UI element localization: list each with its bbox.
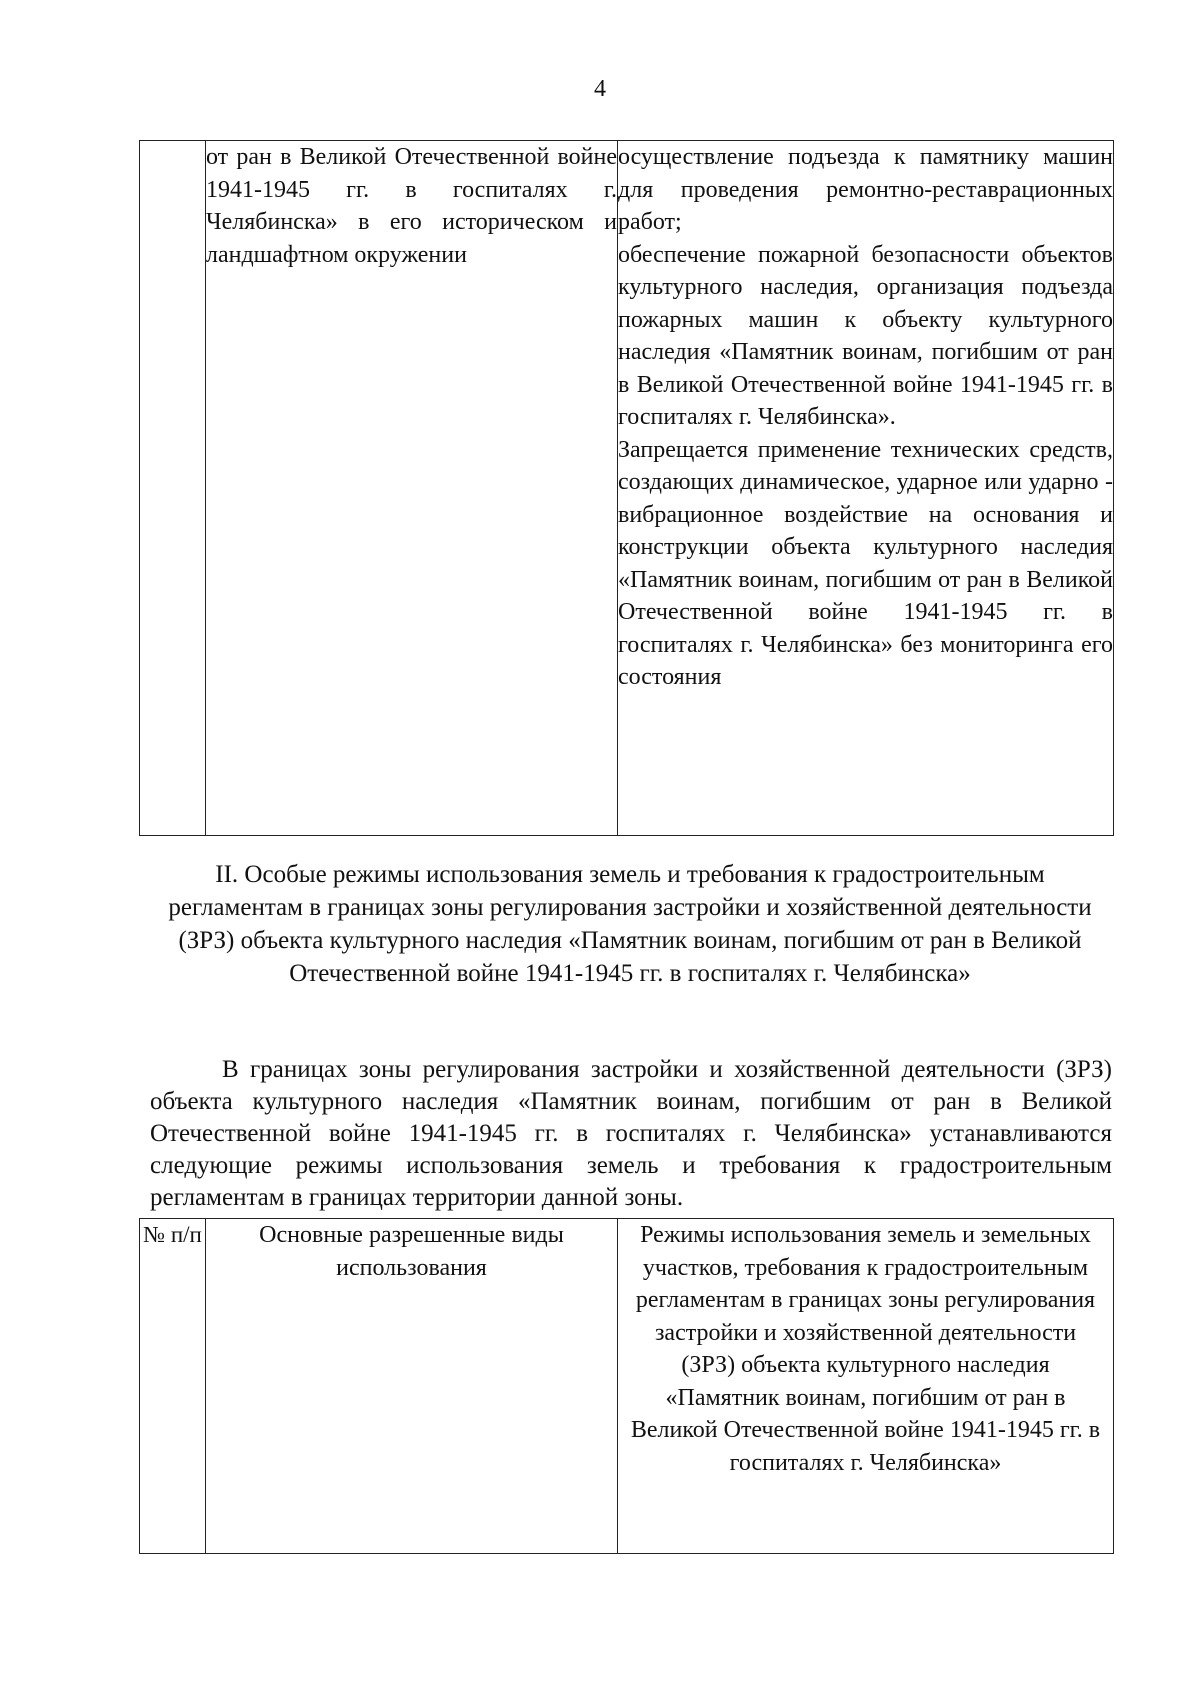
number-cell: [140, 141, 206, 836]
requirements-cell: [618, 141, 1114, 836]
requirement-paragraph: обеспечение пожарной безопасности объектов культурного наследия, организация подъезда пожарных машин к объекту культурного наследия «Памятник воинам, погибшим от ран в Великой Отечественной войне 1941-1945 гг. в госпиталях г. Челябинска».: [618, 241, 1113, 430]
section-heading: II. Особые режимы использования земель и требования к градостроительным регламентам в границах зоны регулирования застройки и хозяйственной деятельности (ЗРЗ) объекта культурного наследия «Памятник воинам, погибшим от ран в Великой Отечественной войне 1941-1945 гг. в госпиталях г. Челябинска»: [168, 861, 1092, 987]
zrz-regimes-table: [139, 1218, 1114, 1554]
page-number: 4: [594, 76, 606, 102]
requirement-paragraph: осуществление подъезда к памятнику машин для проведения ремонтно-реставрационных работ;: [618, 144, 1113, 235]
header-main-uses: Основные разрешенные виды использования: [206, 1219, 618, 1554]
table-row: [140, 141, 1114, 836]
header-number: № п/п: [140, 1219, 206, 1554]
header-regimes: Режимы использования земель и земельных участков, требования к градостроительным регламентам в границах зоны регулирования застройки и хозяйственной деятельности (ЗРЗ) объекта культурного наследия «Памятник воинам, погибшим от ран в Великой Отечественной войне 1941-1945 гг. в госпиталях г. Челябинска»: [618, 1219, 1114, 1554]
object-description-text: от ран в Великой Отечественной войне 1941-1945 гг. в госпиталях г. Челябинска» в его историческом и ландшафтном окружении: [206, 144, 617, 268]
table-header-row: [140, 1219, 1114, 1554]
continued-regimes-table: [139, 140, 1114, 836]
body-paragraph: В границах зоны регулирования застройки и хозяйственной деятельности (ЗРЗ) объекта культурного наследия «Памятник воинам, погибшим от ран в Великой Отечественной войне 1941-1945 гг. в госпиталях г. Челябинска» устанавливаются следующие режимы использования земель и требования к градостроительным регламентам в границах территории данной зоны.: [150, 1056, 1112, 1211]
requirement-paragraph: Запрещается применение технических средств, создающих динамическое, ударное или ударно - вибрационное воздействие на основания и конструкции объекта культурного наследия «Памятник воинам, погибшим от ран в Великой Отечественной войне 1941-1945 гг. в госпиталях г. Челябинска» без мониторинга его состояния: [618, 436, 1113, 690]
object-description-cell: [206, 141, 618, 836]
